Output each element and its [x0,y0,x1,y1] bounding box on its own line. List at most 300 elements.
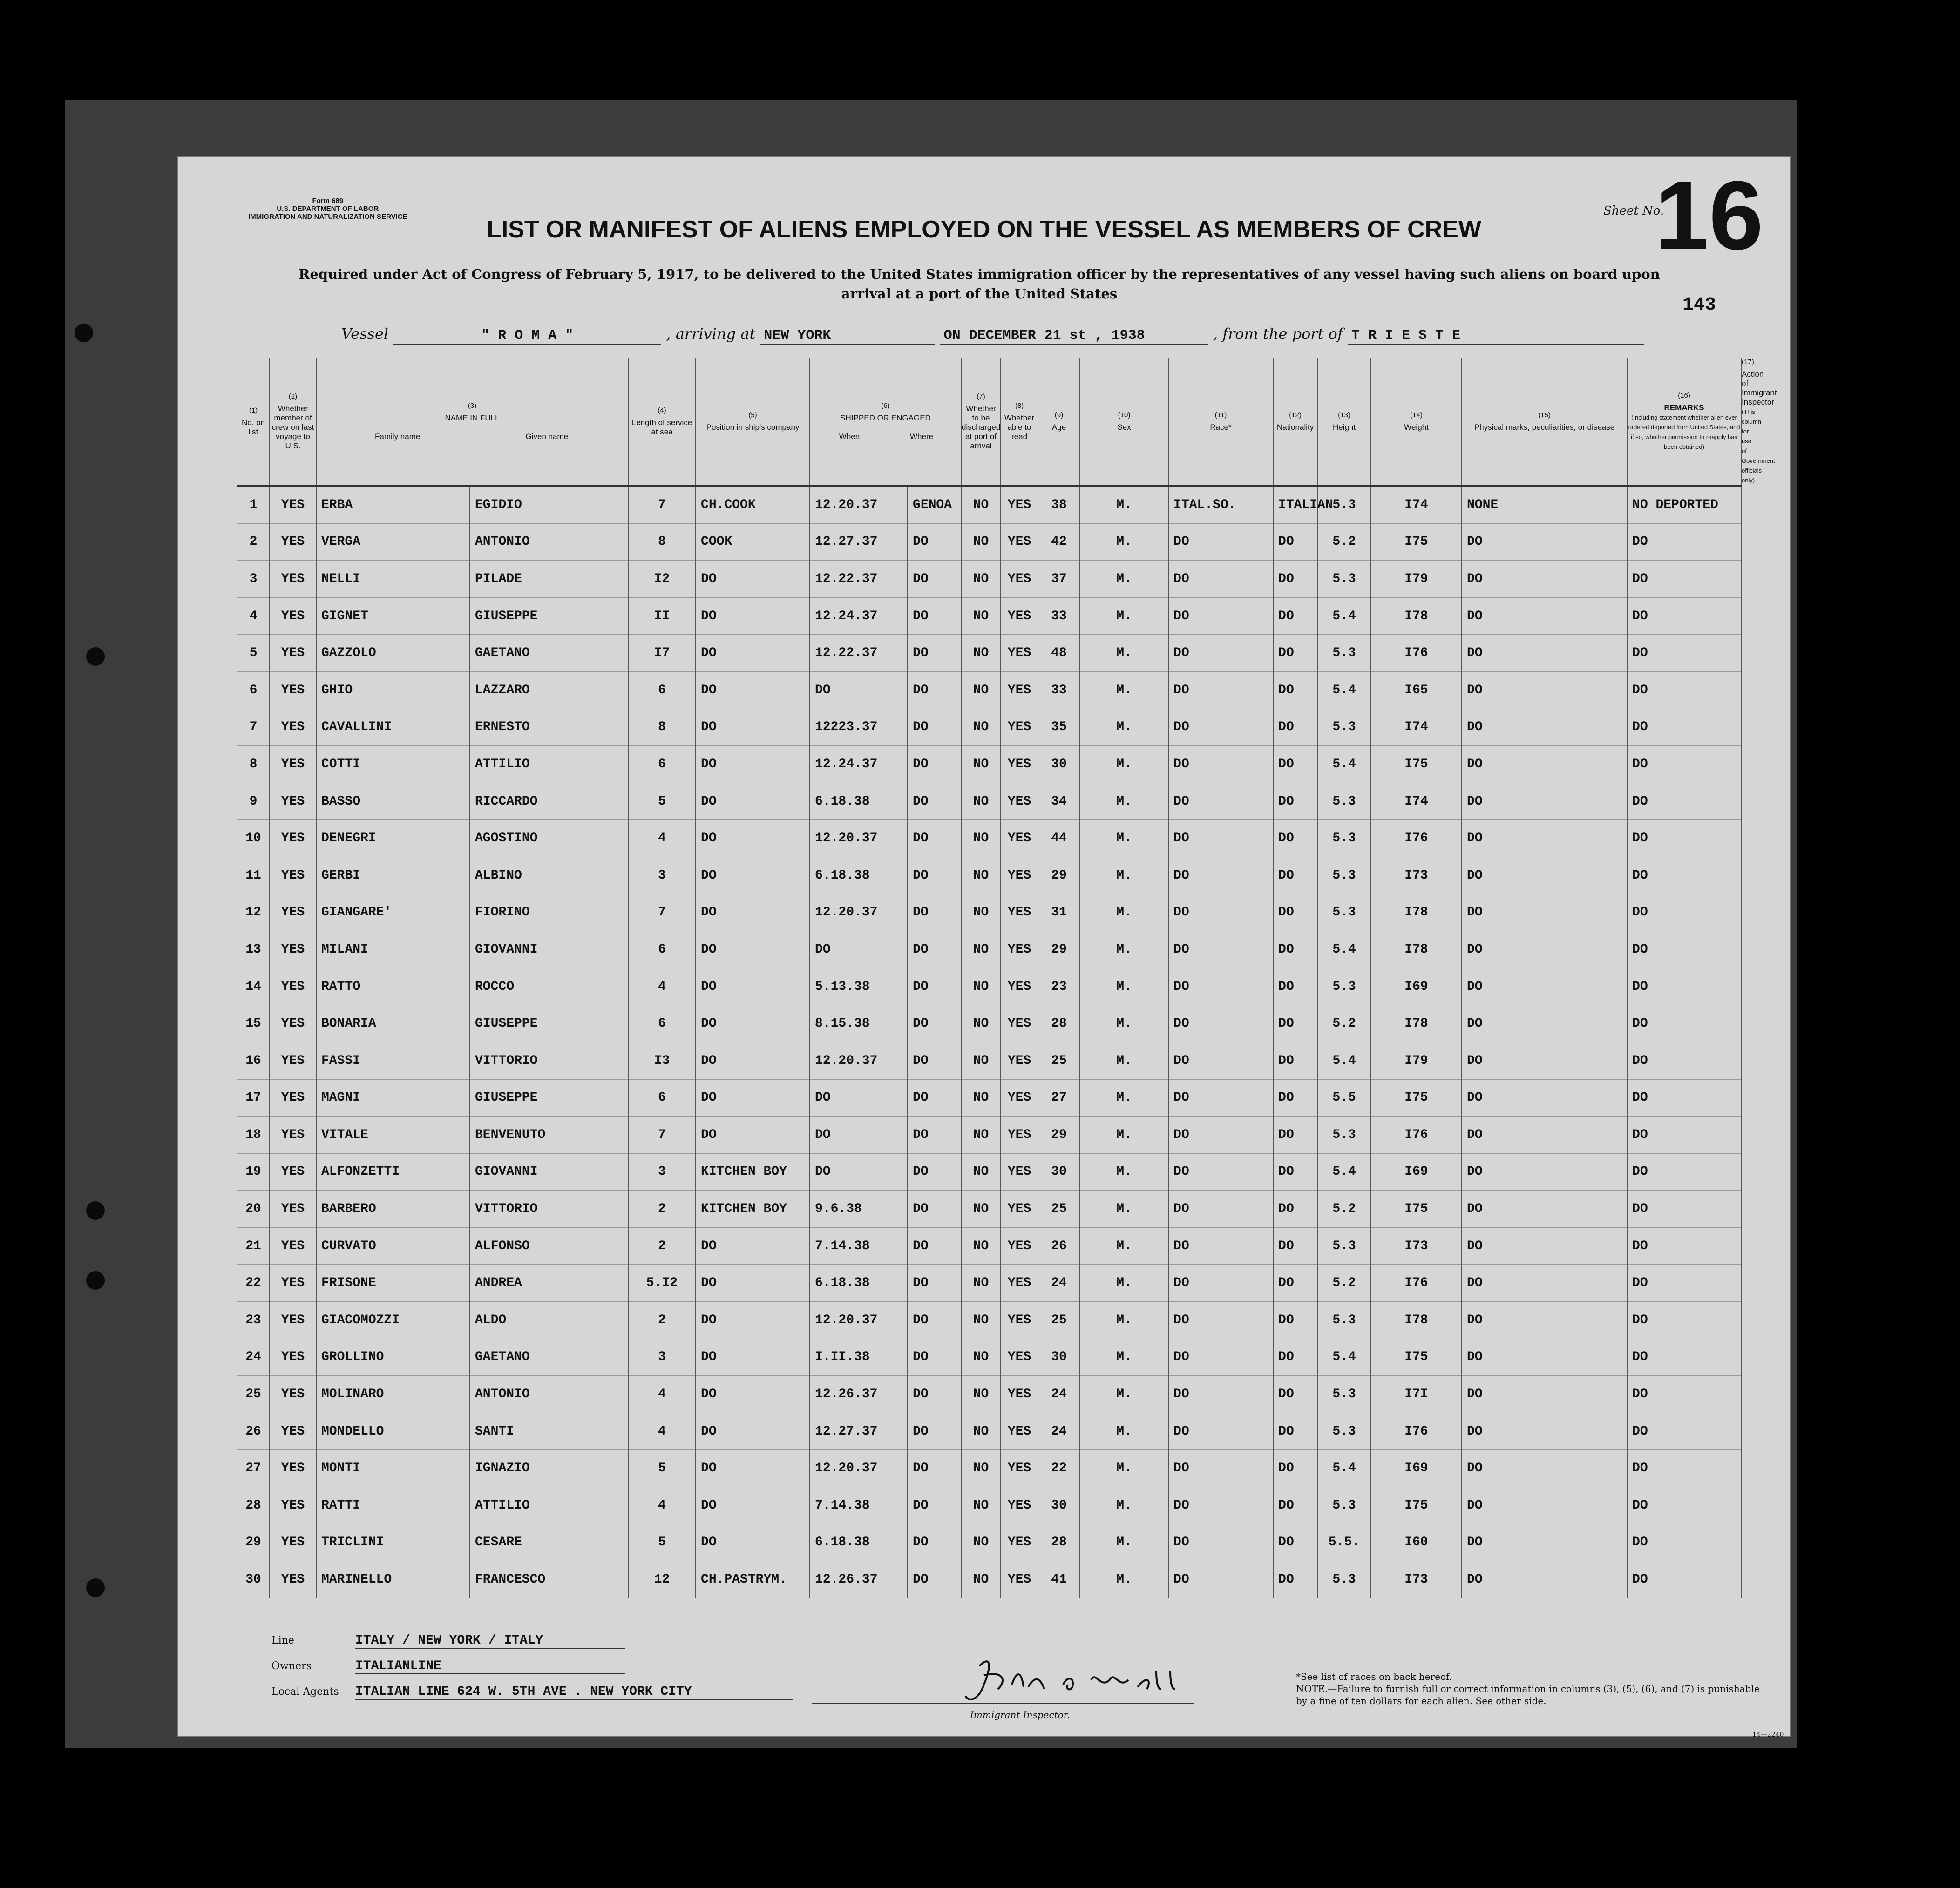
previous-voyage-cell: YES [270,561,316,598]
discharged-cell: NO [961,820,1001,857]
shipped-when-cell: 12.24.37 [810,597,908,635]
position-cell: DO [696,1265,810,1302]
shipped-when-cell: 12.27.37 [810,523,908,561]
age-cell: 33 [1038,671,1080,709]
service-length-cell: 3 [628,857,696,894]
row-number-cell: 24 [237,1339,270,1376]
family-name-cell: CURVATO [316,1227,470,1265]
physical-marks-cell: NONE [1462,486,1627,524]
discharged-cell: NO [961,1079,1001,1117]
table-row [237,1450,1741,1487]
age-cell: 30 [1038,1339,1080,1376]
previous-voyage-cell: YES [270,1339,316,1376]
race-cell: DO [1168,1561,1273,1598]
race-cell: DO [1168,1153,1273,1191]
nationality-cell: DO [1273,1487,1317,1524]
weight-cell: I75 [1371,1487,1462,1524]
col-age-header: (9) Age [1038,358,1080,486]
family-name-cell: ERBA [316,486,470,524]
discharged-cell: NO [961,486,1001,524]
able-to-read-cell: YES [1001,1079,1038,1117]
nationality-cell: DO [1273,820,1317,857]
previous-voyage-cell: YES [270,709,316,746]
discharged-cell: NO [961,894,1001,931]
shipped-when-cell: DO [810,671,908,709]
weight-cell: I78 [1371,597,1462,635]
family-name-cell: FASSI [316,1042,470,1079]
race-cell: ITAL.SO. [1168,486,1273,524]
sex-cell: M. [1080,1561,1168,1598]
given-name-cell: GIUSEPPE [470,597,628,635]
table-row [237,1561,1741,1598]
row-number-cell: 8 [237,746,270,783]
discharged-cell: NO [961,857,1001,894]
height-cell: 5.4 [1317,746,1371,783]
sex-cell: M. [1080,746,1168,783]
row-number-cell: 30 [237,1561,270,1598]
service-length-cell: 4 [628,1413,696,1450]
height-cell: 5.2 [1317,523,1371,561]
line-field: Line ITALY / NEW YORK / ITALY [271,1633,625,1649]
family-name-cell: VITALE [316,1117,470,1154]
nationality-cell: DO [1273,1413,1317,1450]
weight-cell: I78 [1371,894,1462,931]
service-name: IMMIGRATION AND NATURALIZATION SERVICE [248,213,407,221]
physical-marks-cell: DO [1462,1302,1627,1339]
nationality-cell: DO [1273,1561,1317,1598]
family-name-cell: GAZZOLO [316,635,470,672]
service-length-cell: I7 [628,635,696,672]
age-cell: 41 [1038,1561,1080,1598]
given-name-cell: ALBINO [470,857,628,894]
race-cell: DO [1168,894,1273,931]
able-to-read-cell: YES [1001,1524,1038,1561]
row-number-cell: 14 [237,968,270,1005]
shipped-where-cell: DO [908,1117,961,1154]
weight-cell: I76 [1371,635,1462,672]
col-service-header: (4) Length of service at sea [628,358,696,486]
table-row [237,671,1741,709]
table-row [237,1117,1741,1154]
nationality-cell: DO [1273,1265,1317,1302]
nationality-cell: DO [1273,931,1317,968]
given-name-cell: VITTORIO [470,1042,628,1079]
remarks-cell: DO [1627,1265,1741,1302]
race-cell: DO [1168,597,1273,635]
race-cell: DO [1168,1487,1273,1524]
physical-marks-cell: DO [1462,709,1627,746]
manifest-sheet [177,156,1791,1737]
physical-marks-cell: DO [1462,1413,1627,1450]
nationality-cell: DO [1273,968,1317,1005]
sex-cell: M. [1080,1153,1168,1191]
shipped-where-cell: DO [908,783,961,820]
height-cell: 5.3 [1317,1302,1371,1339]
nationality-cell: DO [1273,746,1317,783]
shipped-when-cell: 12.27.37 [810,1413,908,1450]
given-name-cell: ALFONSO [470,1227,628,1265]
penalty-note: NOTE.—Failure to furnish full or correct information in columns (3), (5), (6), and (7) is punishable by a fine of ten dollars for each alien. See other side. [1296,1683,1760,1706]
shipped-where-cell: DO [908,1450,961,1487]
family-name-cell: MARINELLO [316,1561,470,1598]
nationality-cell: ITALIAN [1273,486,1317,524]
given-name-cell: GIUSEPPE [470,1005,628,1042]
discharged-cell: NO [961,1450,1001,1487]
weight-cell: I73 [1371,1227,1462,1265]
service-length-cell: I2 [628,561,696,598]
sex-cell: M. [1080,894,1168,931]
family-name-cell: MILANI [316,931,470,968]
row-number-cell: 19 [237,1153,270,1191]
previous-voyage-cell: YES [270,1376,316,1413]
physical-marks-cell: DO [1462,635,1627,672]
discharged-cell: NO [961,1191,1001,1228]
shipped-when-cell: 12223.37 [810,709,908,746]
able-to-read-cell: YES [1001,1561,1038,1598]
sex-cell: M. [1080,931,1168,968]
table-row [237,597,1741,635]
race-cell: DO [1168,1227,1273,1265]
remarks-cell: DO [1627,894,1741,931]
position-cell: DO [696,597,810,635]
discharged-cell: NO [961,746,1001,783]
weight-cell: I76 [1371,1117,1462,1154]
shipped-when-cell: 8.15.38 [810,1005,908,1042]
remarks-cell: DO [1627,1042,1741,1079]
voyage-line [341,325,1644,345]
family-name-cell: BARBERO [316,1191,470,1228]
sex-cell: M. [1080,857,1168,894]
position-cell: DO [696,635,810,672]
shipped-when-cell: 7.14.38 [810,1227,908,1265]
remarks-cell: DO [1627,523,1741,561]
nationality-cell: DO [1273,894,1317,931]
sex-cell: M. [1080,1376,1168,1413]
physical-marks-cell: DO [1462,1079,1627,1117]
age-cell: 35 [1038,709,1080,746]
race-cell: DO [1168,1339,1273,1376]
position-cell: KITCHEN BOY [696,1191,810,1228]
table-row [237,1191,1741,1228]
given-name-cell: LAZZARO [470,671,628,709]
age-cell: 44 [1038,820,1080,857]
sex-cell: M. [1080,1302,1168,1339]
service-length-cell: 6 [628,931,696,968]
row-number-cell: 7 [237,709,270,746]
age-cell: 29 [1038,1117,1080,1154]
discharged-cell: NO [961,561,1001,598]
nationality-cell: DO [1273,1117,1317,1154]
given-name-cell: ANDREA [470,1265,628,1302]
punch-hole [86,647,105,666]
discharged-cell: NO [961,1339,1001,1376]
row-number-cell: 25 [237,1376,270,1413]
height-cell: 5.3 [1317,894,1371,931]
shipped-when-cell: 6.18.38 [810,857,908,894]
sex-cell: M. [1080,1227,1168,1265]
shipped-where-cell: DO [908,857,961,894]
nationality-cell: DO [1273,1339,1317,1376]
shipped-when-cell: DO [810,1079,908,1117]
row-number-cell: 26 [237,1413,270,1450]
able-to-read-cell: YES [1001,486,1038,524]
discharged-cell: NO [961,783,1001,820]
sex-cell: M. [1080,561,1168,598]
discharged-cell: NO [961,1042,1001,1079]
col-weight-header: (14) Weight [1371,358,1462,486]
physical-marks-cell: DO [1462,1191,1627,1228]
previous-voyage-cell: YES [270,1153,316,1191]
service-length-cell: 8 [628,709,696,746]
shipped-where-cell: DO [908,746,961,783]
sex-cell: M. [1080,486,1168,524]
able-to-read-cell: YES [1001,857,1038,894]
service-length-cell: 5.I2 [628,1265,696,1302]
shipped-where-cell: DO [908,597,961,635]
discharged-cell: NO [961,968,1001,1005]
shipped-where-cell: DO [908,1079,961,1117]
weight-cell: I74 [1371,709,1462,746]
age-cell: 37 [1038,561,1080,598]
nationality-cell: DO [1273,597,1317,635]
weight-cell: I78 [1371,1302,1462,1339]
column-header-row: (1) No. on list (2) Whether member of crew on last voyage to U.S. (3) NAME IN FULL Family name Given name (4) Length of service at sea (5) Position in ship's company (6) SHIPPED OR ENGAGED When Where (7) Whether to be discharged at port of arrival (8) Whether able to read (9) Age (10) Sex (11) Race* (12) Nationality (13) Height (14) Weight (15) Physical marks, peculiarities, or disease (16) REMARKS (Including statement whether alien ever ordered deported from United States, and if so, whether permission to reapply has been obtained) (17) Action of Immigrant Inspector (This column for use of Government officials only) [237,358,1741,486]
position-cell: DO [696,1450,810,1487]
shipped-when-cell: 9.6.38 [810,1191,908,1228]
given-name-cell: SANTI [470,1413,628,1450]
service-length-cell: 7 [628,486,696,524]
discharged-cell: NO [961,1265,1001,1302]
remarks-cell: DO [1627,1117,1741,1154]
shipped-where-cell: DO [908,561,961,598]
position-cell: DO [696,709,810,746]
remarks-cell: DO [1627,1302,1741,1339]
race-cell: DO [1168,931,1273,968]
nationality-cell: DO [1273,1524,1317,1561]
given-name-cell: GAETANO [470,635,628,672]
row-number-cell: 4 [237,597,270,635]
form-number: Form 689 [312,197,344,205]
family-name-cell: ALFONZETTI [316,1153,470,1191]
shipped-where-cell: DO [908,1265,961,1302]
shipped-when-cell: DO [810,931,908,968]
physical-marks-cell: DO [1462,931,1627,968]
height-cell: 5.3 [1317,1413,1371,1450]
table-row [237,820,1741,857]
height-cell: 5.4 [1317,597,1371,635]
family-name-cell: TRICLINI [316,1524,470,1561]
age-cell: 25 [1038,1302,1080,1339]
previous-voyage-cell: YES [270,1450,316,1487]
given-name-cell: GAETANO [470,1339,628,1376]
row-number-cell: 15 [237,1005,270,1042]
row-number-cell: 12 [237,894,270,931]
able-to-read-cell: YES [1001,931,1038,968]
sex-cell: M. [1080,1042,1168,1079]
previous-voyage-cell: YES [270,968,316,1005]
race-cell: DO [1168,1413,1273,1450]
race-cell: DO [1168,523,1273,561]
table-row [237,1302,1741,1339]
given-name-cell: ATTILIO [470,1487,628,1524]
page-number: 143 [1682,295,1716,316]
discharged-cell: NO [961,709,1001,746]
service-length-cell: 6 [628,1005,696,1042]
height-cell: 5.3 [1317,635,1371,672]
arriving-label: , arriving at [666,325,756,343]
service-length-cell: I3 [628,1042,696,1079]
table-row [237,1042,1741,1079]
service-length-cell: 3 [628,1153,696,1191]
weight-cell: I76 [1371,820,1462,857]
discharged-cell: NO [961,1524,1001,1561]
physical-marks-cell: DO [1462,597,1627,635]
sex-cell: M. [1080,1191,1168,1228]
shipped-when-cell: 12.20.37 [810,820,908,857]
row-number-cell: 5 [237,635,270,672]
footer-notes [1296,1671,1762,1707]
weight-cell: I79 [1371,561,1462,598]
shipped-where-cell: DO [908,1302,961,1339]
remarks-cell: DO [1627,746,1741,783]
position-cell: DO [696,894,810,931]
weight-cell: I75 [1371,1339,1462,1376]
discharged-cell: NO [961,1302,1001,1339]
nationality-cell: DO [1273,1005,1317,1042]
position-cell: DO [696,1117,810,1154]
shipped-when-cell: 12.26.37 [810,1561,908,1598]
remarks-cell: DO [1627,1376,1741,1413]
discharged-cell: NO [961,1153,1001,1191]
previous-voyage-cell: YES [270,894,316,931]
sex-cell: M. [1080,671,1168,709]
discharged-cell: NO [961,635,1001,672]
position-cell: DO [696,1376,810,1413]
shipped-where-cell: DO [908,968,961,1005]
service-length-cell: 8 [628,523,696,561]
height-cell: 5.3 [1317,820,1371,857]
discharged-cell: NO [961,1227,1001,1265]
weight-cell: I78 [1371,1005,1462,1042]
family-name-cell: BONARIA [316,1005,470,1042]
sex-cell: M. [1080,635,1168,672]
shipped-where-cell: DO [908,1191,961,1228]
col-nationality-header: (12) Nationality [1273,358,1317,486]
service-length-cell: 2 [628,1191,696,1228]
col-height-header: (13) Height [1317,358,1371,486]
table-row [237,1079,1741,1117]
weight-cell: I76 [1371,1413,1462,1450]
able-to-read-cell: YES [1001,709,1038,746]
height-cell: 5.3 [1317,1376,1371,1413]
shipped-when-cell: 12.20.37 [810,894,908,931]
service-length-cell: 6 [628,671,696,709]
given-name-cell: BENVENUTO [470,1117,628,1154]
shipped-when-cell: DO [810,1153,908,1191]
service-length-cell: 5 [628,783,696,820]
nationality-cell: DO [1273,1376,1317,1413]
family-name-cell: RATTO [316,968,470,1005]
service-length-cell: 6 [628,1079,696,1117]
remarks-cell: DO [1627,820,1741,857]
previous-voyage-cell: YES [270,1561,316,1598]
given-name-cell: FRANCESCO [470,1561,628,1598]
previous-voyage-cell: YES [270,1191,316,1228]
position-cell: DO [696,1413,810,1450]
physical-marks-cell: DO [1462,1450,1627,1487]
nationality-cell: DO [1273,671,1317,709]
height-cell: 5.2 [1317,1005,1371,1042]
shipped-where-cell: DO [908,1524,961,1561]
physical-marks-cell: DO [1462,1153,1627,1191]
table-row [237,746,1741,783]
height-cell: 5.4 [1317,1153,1371,1191]
row-number-cell: 27 [237,1450,270,1487]
age-cell: 31 [1038,894,1080,931]
discharged-cell: NO [961,1561,1001,1598]
height-cell: 5.4 [1317,931,1371,968]
race-cell: DO [1168,1079,1273,1117]
race-cell: DO [1168,1191,1273,1228]
discharged-cell: NO [961,1413,1001,1450]
age-cell: 28 [1038,1524,1080,1561]
previous-voyage-cell: YES [270,1117,316,1154]
able-to-read-cell: YES [1001,1191,1038,1228]
discharged-cell: NO [961,1376,1001,1413]
sex-cell: M. [1080,1339,1168,1376]
owners-value: ITALIANLINE [355,1659,625,1674]
position-cell: CH.COOK [696,486,810,524]
height-cell: 5.3 [1317,1117,1371,1154]
remarks-cell: DO [1627,597,1741,635]
service-length-cell: 2 [628,1227,696,1265]
table-row [237,709,1741,746]
departure-port: T R I E S T E [1348,328,1644,345]
height-cell: 5.3 [1317,783,1371,820]
physical-marks-cell: DO [1462,1117,1627,1154]
remarks-cell: DO [1627,1227,1741,1265]
punch-hole [86,1271,105,1290]
physical-marks-cell: DO [1462,783,1627,820]
race-cell: DO [1168,1376,1273,1413]
previous-voyage-cell: YES [270,746,316,783]
nationality-cell: DO [1273,1302,1317,1339]
weight-cell: I7I [1371,1376,1462,1413]
col-remarks-header: (16) REMARKS (Including statement whether alien ever ordered deported from United States, and if so, whether permission to reapply has been obtained) [1627,358,1741,486]
sex-cell: M. [1080,1450,1168,1487]
col-position-header: (5) Position in ship's company [696,358,810,486]
weight-cell: I73 [1371,1561,1462,1598]
height-cell: 5.2 [1317,1265,1371,1302]
given-name-cell: VITTORIO [470,1191,628,1228]
able-to-read-cell: YES [1001,561,1038,598]
remarks-cell: DO [1627,1524,1741,1561]
physical-marks-cell: DO [1462,968,1627,1005]
service-length-cell: 4 [628,1376,696,1413]
form-code: 14—2240 [1752,1731,1784,1739]
family-name-cell: COTTI [316,746,470,783]
row-number-cell: 6 [237,671,270,709]
previous-voyage-cell: YES [270,1487,316,1524]
discharged-cell: NO [961,523,1001,561]
previous-voyage-cell: YES [270,486,316,524]
shipped-when-cell: 12.20.37 [810,1302,908,1339]
vessel-name: " R O M A " [393,328,661,345]
table-row [237,783,1741,820]
age-cell: 24 [1038,1265,1080,1302]
shipped-where-cell: GENOA [908,486,961,524]
shipped-when-cell: 6.18.38 [810,1524,908,1561]
